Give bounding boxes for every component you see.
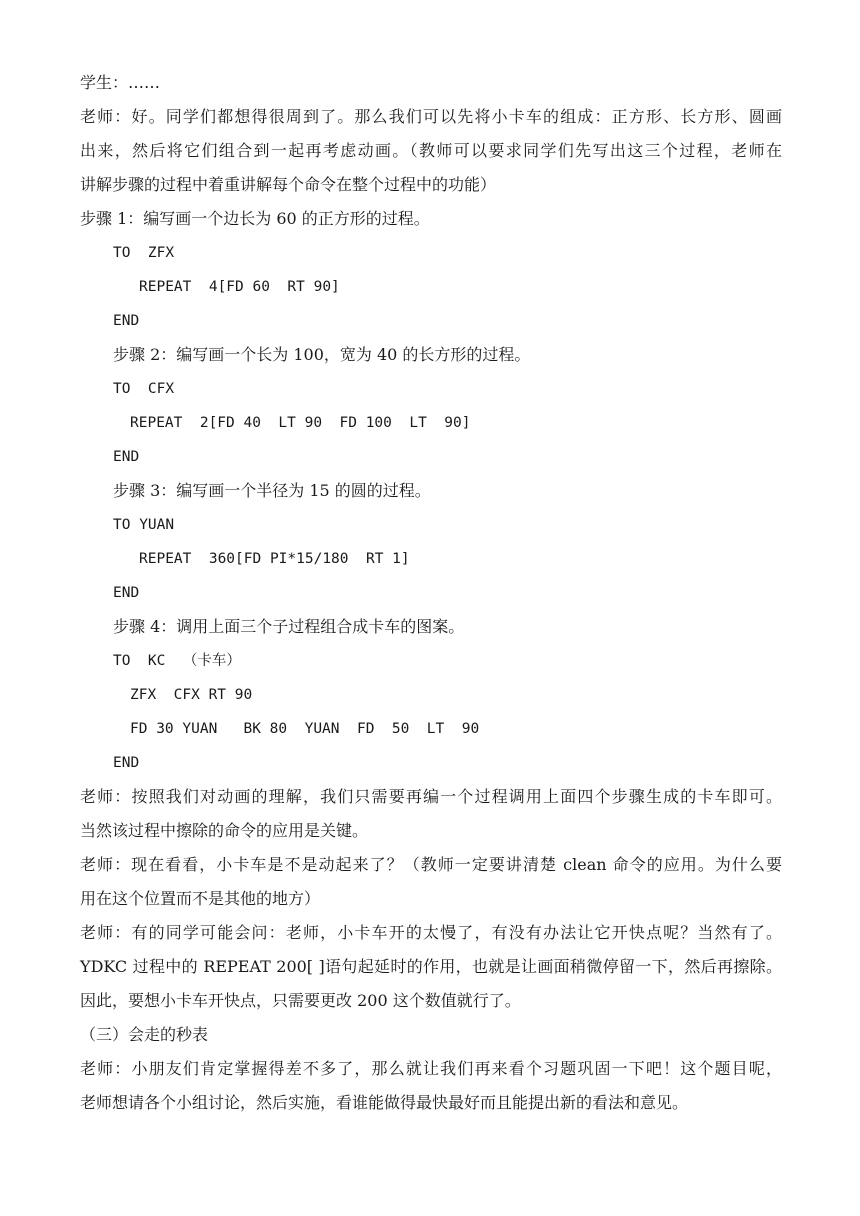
teacher-paragraph-line-1: 老师：好。同学们都想得很周到了。那么我们可以先将小卡车的组成：正方形、长方形、圆画 [80,107,782,126]
code-line: END [113,585,140,601]
code-line: TO KC （卡车） [113,653,241,669]
teacher-paragraph-line: 当然该过程中擦除的命令的应用是关键。 [80,821,369,840]
code-line: REPEAT 2[FD 40 LT 90 FD 100 LT 90] [130,415,471,431]
teacher-paragraph-line: 用在这个位置而不是其他的地方） [80,889,321,908]
code-line: END [113,755,140,771]
teacher-paragraph-line: 老师：现在看看，小卡车是不是动起来了？（教师一定要讲清楚 clean 命令的应用。为什么要 [80,855,782,874]
teacher-paragraph-line: 老师：小朋友们肯定掌握得差不多了，那么就让我们再来看个习题巩固一下吧！这个题目呢， [80,1059,782,1078]
student-line: 学生：…… [80,73,161,92]
code-line: REPEAT 360[FD PI*15/180 RT 1] [139,551,410,567]
code-line: REPEAT 4[FD 60 RT 90] [139,279,340,295]
teacher-paragraph-line-2: 出来，然后将它们组合到一起再考虑动画。（教师可以要求同学们先写出这三个过程，老师在 [80,141,782,160]
step2-heading: 步骤 2：编写画一个长为 100，宽为 40 的长方形的过程。 [113,345,531,364]
teacher-paragraph-line: 老师想请各个小组讨论，然后实施，看谁能做得最快最好而且能提出新的看法和意见。 [80,1093,689,1112]
step4-heading: 步骤 4：调用上面三个子过程组合成卡车的图案。 [113,617,465,636]
code-line: END [113,313,140,329]
step3-heading: 步骤 3：编写画一个半径为 15 的圆的过程。 [113,481,431,500]
teacher-paragraph-line: 老师：按照我们对动画的理解，我们只需要再编一个过程调用上面四个步骤生成的卡车即可。 [80,787,782,806]
section-heading: （三）会走的秒表 [80,1025,209,1044]
code-line: TO ZFX [113,245,175,261]
teacher-paragraph-line: 老师：有的同学可能会问：老师，小卡车开的太慢了，有没有办法让它开快点呢？当然有了。 [80,923,782,942]
code-line: TO YUAN [113,517,175,533]
code-line: FD 30 YUAN BK 80 YUAN FD 50 LT 90 [130,721,480,737]
code-line: TO CFX [113,381,175,397]
teacher-paragraph-line: 因此，要想小卡车开快点，只需要更改 200 这个数值就行了。 [80,991,521,1010]
teacher-paragraph-line-3: 讲解步骤的过程中着重讲解每个命令在整个过程中的功能） [80,175,497,194]
step1-heading: 步骤 1：编写画一个边长为 60 的正方形的过程。 [80,209,430,228]
teacher-paragraph-line: YDKC 过程中的 REPEAT 200[ ]语句起延时的作用，也就是让画面稍微停留一下，然后再擦除。 [80,957,782,976]
code-line: END [113,449,140,465]
code-line: ZFX CFX RT 90 [130,687,253,703]
